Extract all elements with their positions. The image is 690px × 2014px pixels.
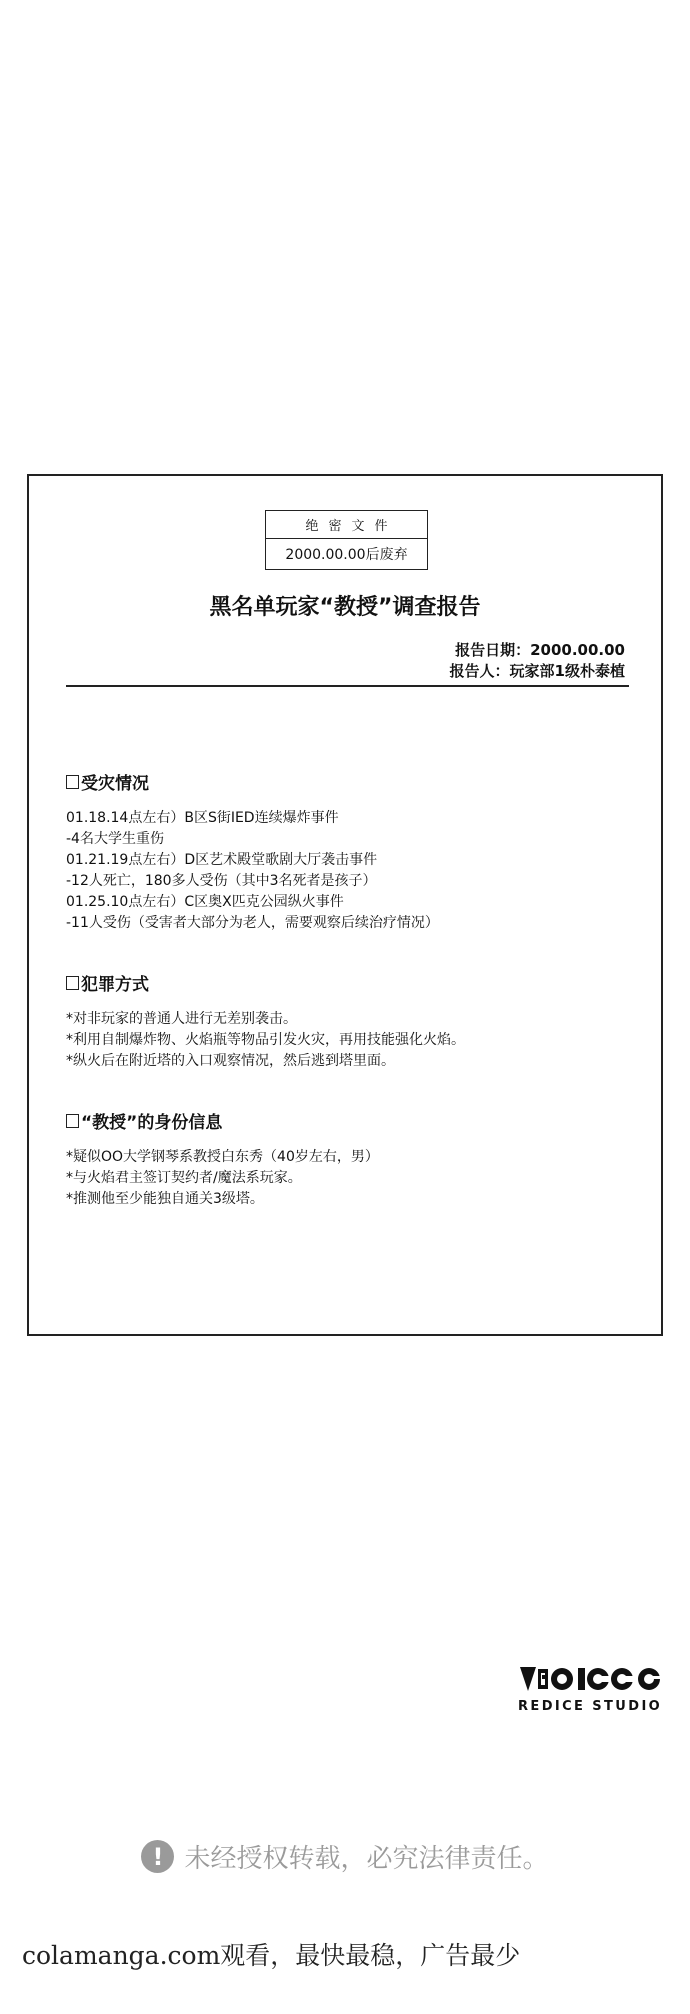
list-item: *纵火后在附近塔的入口观察情况，然后逃到塔里面。 <box>66 1053 395 1069</box>
section-lines <box>66 1147 626 1210</box>
stamp-label: 绝密文件 <box>266 511 427 539</box>
report-title: 黑名单玩家“教授”调查报告 <box>209 595 481 620</box>
list-item: *与火焰君主签订契约者/魔法系玩家。 <box>66 1170 302 1186</box>
checkbox-icon <box>66 1114 79 1128</box>
section-heading <box>66 769 626 794</box>
exclamation-icon: ! <box>141 1840 174 1873</box>
header-divider <box>66 685 629 687</box>
studio-logo <box>518 1663 672 1714</box>
section-heading-text: 受灾情况 <box>81 774 149 794</box>
section-lines <box>66 808 626 934</box>
list-item: *对非玩家的普通人进行无差别袭击。 <box>66 1011 297 1027</box>
section-identity <box>66 1108 626 1210</box>
stamp-expiry: 2000.00.00后废弃 <box>285 547 408 563</box>
reporter-name: 报告人：玩家部1级朴泰植 <box>449 662 625 680</box>
list-item: 01.21.19点左右）D区艺术殿堂歌剧大厅袭击事件 <box>66 852 378 868</box>
checkbox-icon <box>66 976 79 990</box>
report-date: 报告日期：2000.00.00 <box>455 641 625 659</box>
list-item: 01.18.14点左右）B区S街IED连续爆炸事件 <box>66 810 339 826</box>
section-heading-text: “教授”的身份信息 <box>81 1113 223 1133</box>
top-secret-stamp <box>265 510 428 570</box>
list-item: *疑似OO大学钢琴系教授白东秀（40岁左右，男） <box>66 1149 379 1165</box>
section-heading-text: 犯罪方式 <box>81 975 149 995</box>
list-item: *推测他至少能独自通关3级塔。 <box>66 1191 264 1207</box>
studio-name: REDICE STUDIO <box>518 1699 663 1714</box>
studio-logo-icon <box>518 1663 672 1695</box>
copyright-notice <box>0 1838 690 1875</box>
list-item: -11人受伤（受害者大部分为老人，需要观察后续治疗情况） <box>66 915 439 931</box>
copyright-text: 未经授权转载，必究法律责任。 <box>184 1844 549 1874</box>
list-item: 01.25.10点左右）C区奥X匹克公园纵火事件 <box>66 894 344 910</box>
section-heading <box>66 1108 626 1133</box>
section-heading <box>66 970 626 995</box>
site-footer: colamanga.com观看，最快最稳，广告最少 <box>22 1941 521 1970</box>
section-crime-method <box>66 970 626 1072</box>
report-document <box>27 474 663 1336</box>
list-item: *利用自制爆炸物、火焰瓶等物品引发火灾，再用技能强化火焰。 <box>66 1032 465 1048</box>
checkbox-icon <box>66 775 79 789</box>
list-item: -4名大学生重伤 <box>66 831 164 847</box>
section-damage <box>66 769 626 934</box>
report-meta <box>450 640 625 682</box>
list-item: -12人死亡，180多人受伤（其中3名死者是孩子） <box>66 873 377 889</box>
section-lines <box>66 1009 626 1072</box>
